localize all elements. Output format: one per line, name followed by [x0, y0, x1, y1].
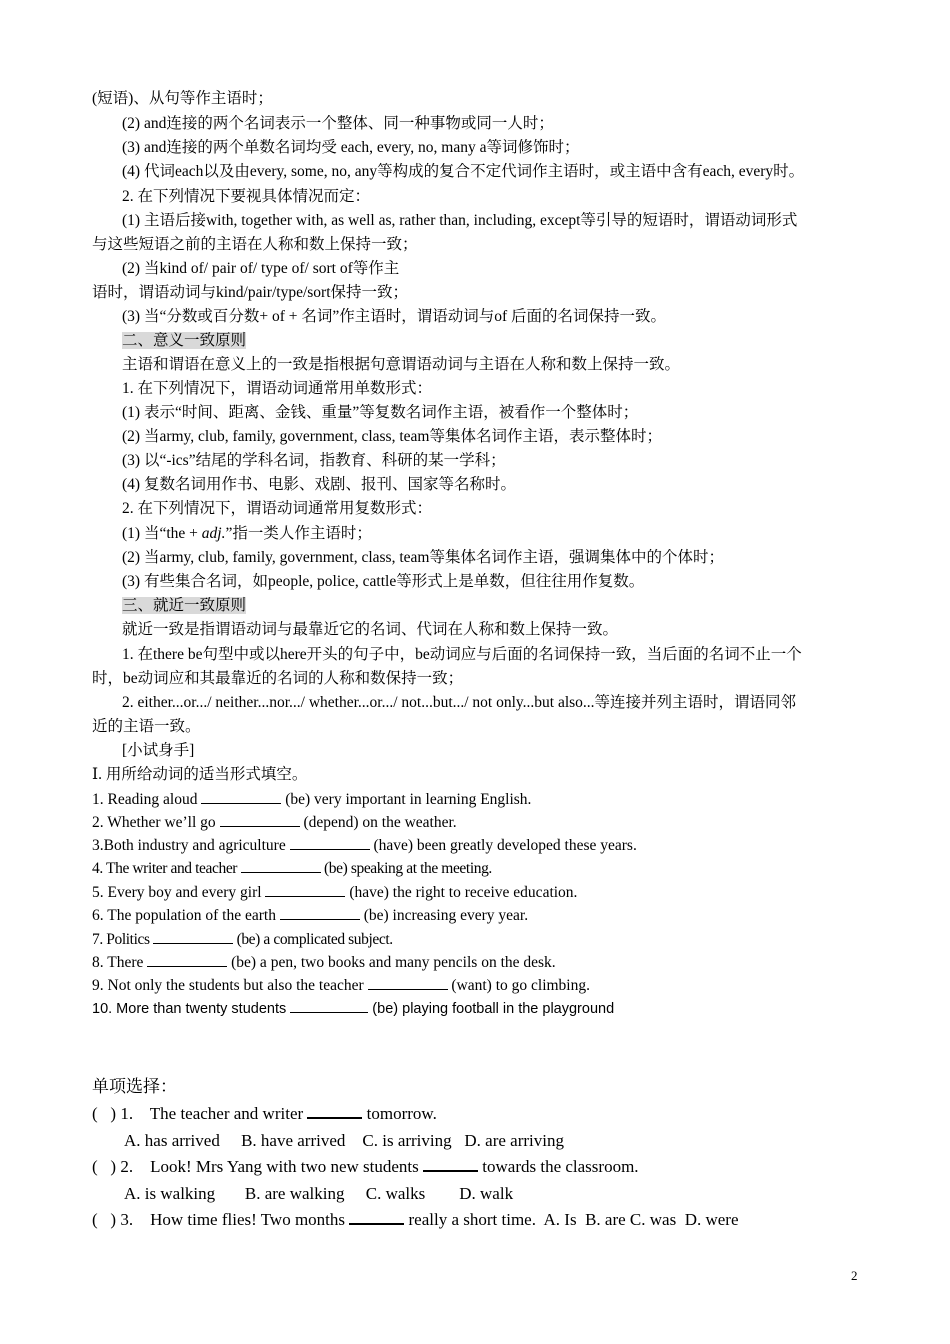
- exercise-text: (be) very important in learning English.: [281, 791, 532, 808]
- rule-text: (3) 当“分数或百分数+ of + 名词”作主语时，谓语动词与of 后面的名词保持一致。: [122, 308, 667, 325]
- exercise-item: [92, 975, 590, 997]
- question-text: ( ) 1. The teacher and writer: [92, 1104, 308, 1123]
- exercise-text: 9. Not only the students but also the teacher: [92, 977, 368, 994]
- exercise-text: (be) speaking at the meeting.: [320, 860, 492, 877]
- answer-blank[interactable]: [290, 998, 368, 1013]
- question-text: towards the classroom.: [478, 1157, 639, 1176]
- section-heading: [122, 330, 246, 352]
- question: [92, 1103, 437, 1125]
- exercise-item: [92, 882, 577, 904]
- question-options: A. has arrived B. have arrived C. is arriving D. are arriving: [124, 1131, 564, 1150]
- rule-text: 2. 在下列情况下，谓语动词通常用复数形式：: [122, 500, 433, 517]
- rule-text: (3) 有些集合名词，如people, police, cattle等形式上是单数，但往往用作复数。: [122, 573, 645, 590]
- answer-blank[interactable]: [147, 952, 227, 967]
- rule-text: 语时，谓语动词与kind/pair/type/sort保持一致；: [92, 284, 409, 301]
- page-number: 2: [851, 1268, 858, 1283]
- exercise-text: 4. The writer and teacher: [92, 860, 241, 877]
- rule-text-part: (1) 当“the +: [122, 525, 202, 542]
- rule-text: (4) 复数名词用作书、电影、戏剧、报刊、国家等名称时。: [122, 476, 516, 493]
- exercise-item: [92, 929, 393, 951]
- rule-text: (3) and连接的两个单数名词均受 each, every, no, many a等词修饰时；: [122, 139, 580, 156]
- rule-text: (2) and连接的两个名词表示一个整体、同一种事物或同一人时；: [122, 115, 554, 132]
- exercise-item: [92, 789, 531, 811]
- exercise-text: (want) to go climbing.: [447, 977, 590, 994]
- exercise-text: 5. Every boy and every girl: [92, 884, 266, 901]
- answer-blank[interactable]: [220, 812, 300, 827]
- question-text: ( ) 3. How time flies! Two months: [92, 1210, 350, 1229]
- rule-text: 就近一致是指谓语动词与最靠近它的名词、代词在人称和数上保持一致。: [122, 621, 619, 638]
- rule-text: 2. 在下列情况下要视具体情况而定：: [122, 188, 371, 205]
- answer-blank[interactable]: [290, 835, 370, 850]
- rule-text-italic: adj.: [201, 525, 226, 542]
- question-options: A. is walking B. are walking C. walks D. walk: [124, 1184, 514, 1203]
- rule-text: 与这些短语之前的主语在人称和数上保持一致；: [92, 236, 418, 253]
- exercise-text: 1. Reading aloud: [92, 791, 202, 808]
- rule-text-part: ”指一类人作主语时；: [225, 525, 372, 542]
- rule-text: (3) 以“-ics”结尾的学科名词，指教育、科研的某一学科；: [122, 452, 506, 469]
- exercise-item: [92, 998, 614, 1020]
- rule-text: 主语和谓语在意义上的一致是指根据句意谓语动词与主语在人称和数上保持一致。: [122, 356, 681, 373]
- rule-text: (4) 代词each以及由every, some, no, any等构成的复合不定代词作主语时，或主语中含有each, every时。: [122, 163, 805, 180]
- exercise-text: (have) been greatly developed these years.: [369, 837, 637, 854]
- exercise-text: (be) increasing every year.: [359, 907, 529, 924]
- rule-text: 1. 在there be句型中或以here开头的句子中，be动词应与后面的名词保持一致，当后面的名词不止一个: [122, 646, 802, 663]
- exercise-text: (have) the right to receive education.: [345, 884, 578, 901]
- exercise-text: (be) a complicated subject.: [233, 931, 393, 948]
- section-heading: [122, 595, 246, 617]
- rule-text: (2) 当army, club, family, government, class, team等集体名词作主语，强调集体中的个体时；: [122, 549, 724, 566]
- exercise-item: [92, 858, 492, 880]
- exercise-text: 2. Whether we’ll go: [92, 814, 220, 831]
- exercise-text: 10. More than twenty students: [92, 1001, 291, 1017]
- answer-blank[interactable]: [201, 789, 281, 804]
- answer-blank[interactable]: [349, 1209, 404, 1225]
- heading-meaning-agreement: 二、意义一致原则: [122, 332, 247, 349]
- rule-text: 近的主语一致。: [92, 718, 201, 735]
- exercise-item: [92, 905, 528, 927]
- rule-text: (2) 当army, club, family, government, class, team等集体名词作主语，表示整体时；: [122, 428, 662, 445]
- answer-blank[interactable]: [241, 858, 321, 873]
- rule-text: (短语)、从句等作主语时；: [92, 90, 273, 107]
- rule-text: [122, 523, 372, 545]
- exercise-text: (be) a pen, two books and many pencils on the desk.: [227, 954, 556, 971]
- question-text: ( ) 2. Look! Mrs Yang with two new students: [92, 1157, 424, 1176]
- exercise-text: 3.Both industry and agriculture: [92, 837, 290, 854]
- rule-text: 时，be动词应和其最靠近的名词的人称和数保持一致；: [92, 670, 464, 687]
- practice-title: [小试身手]: [122, 742, 195, 759]
- exercise-text: 7. Politics: [92, 931, 154, 948]
- exercise-item: [92, 952, 556, 974]
- multiple-choice-title: 单项选择：: [92, 1077, 177, 1096]
- exercise-text: 6. The population of the earth: [92, 907, 280, 924]
- rule-text: (1) 表示“时间、距离、金钱、重量”等复数名词作主语，被看作一个整体时；: [122, 404, 639, 421]
- rule-text: 1. 在下列情况下，谓语动词通常用单数形式：: [122, 380, 433, 397]
- question-text: tomorrow.: [362, 1104, 437, 1123]
- practice-section-title: Ⅰ. 用所给动词的适当形式填空。: [92, 766, 308, 783]
- rule-text: (2) 当kind of/ pair of/ type of/ sort of等作主: [122, 260, 400, 277]
- exercise-item: [92, 835, 637, 857]
- question: [92, 1209, 739, 1231]
- answer-blank[interactable]: [265, 882, 345, 897]
- exercise-text: (depend) on the weather.: [299, 814, 457, 831]
- answer-blank[interactable]: [153, 929, 233, 944]
- question: [92, 1156, 639, 1178]
- answer-blank[interactable]: [280, 905, 360, 920]
- rule-text: 2. either...or.../ neither...nor.../ whether...or.../ not...but.../ not only...but also...等连接并列主语时，谓语同邻: [122, 694, 797, 711]
- answer-blank[interactable]: [423, 1156, 478, 1172]
- answer-blank[interactable]: [307, 1103, 362, 1119]
- exercise-text: 8. There: [92, 954, 148, 971]
- exercise-item: [92, 812, 457, 834]
- exercise-text: (be) playing football in the playground: [368, 1001, 615, 1017]
- question-text: really a short time. A. Is B. are C. was D. were: [404, 1210, 739, 1229]
- rule-text: (1) 主语后接with, together with, as well as, rather than, including, except等引导的短语时，谓语动词形式: [122, 212, 798, 229]
- heading-proximity-agreement: 三、就近一致原则: [122, 597, 247, 614]
- answer-blank[interactable]: [368, 975, 448, 990]
